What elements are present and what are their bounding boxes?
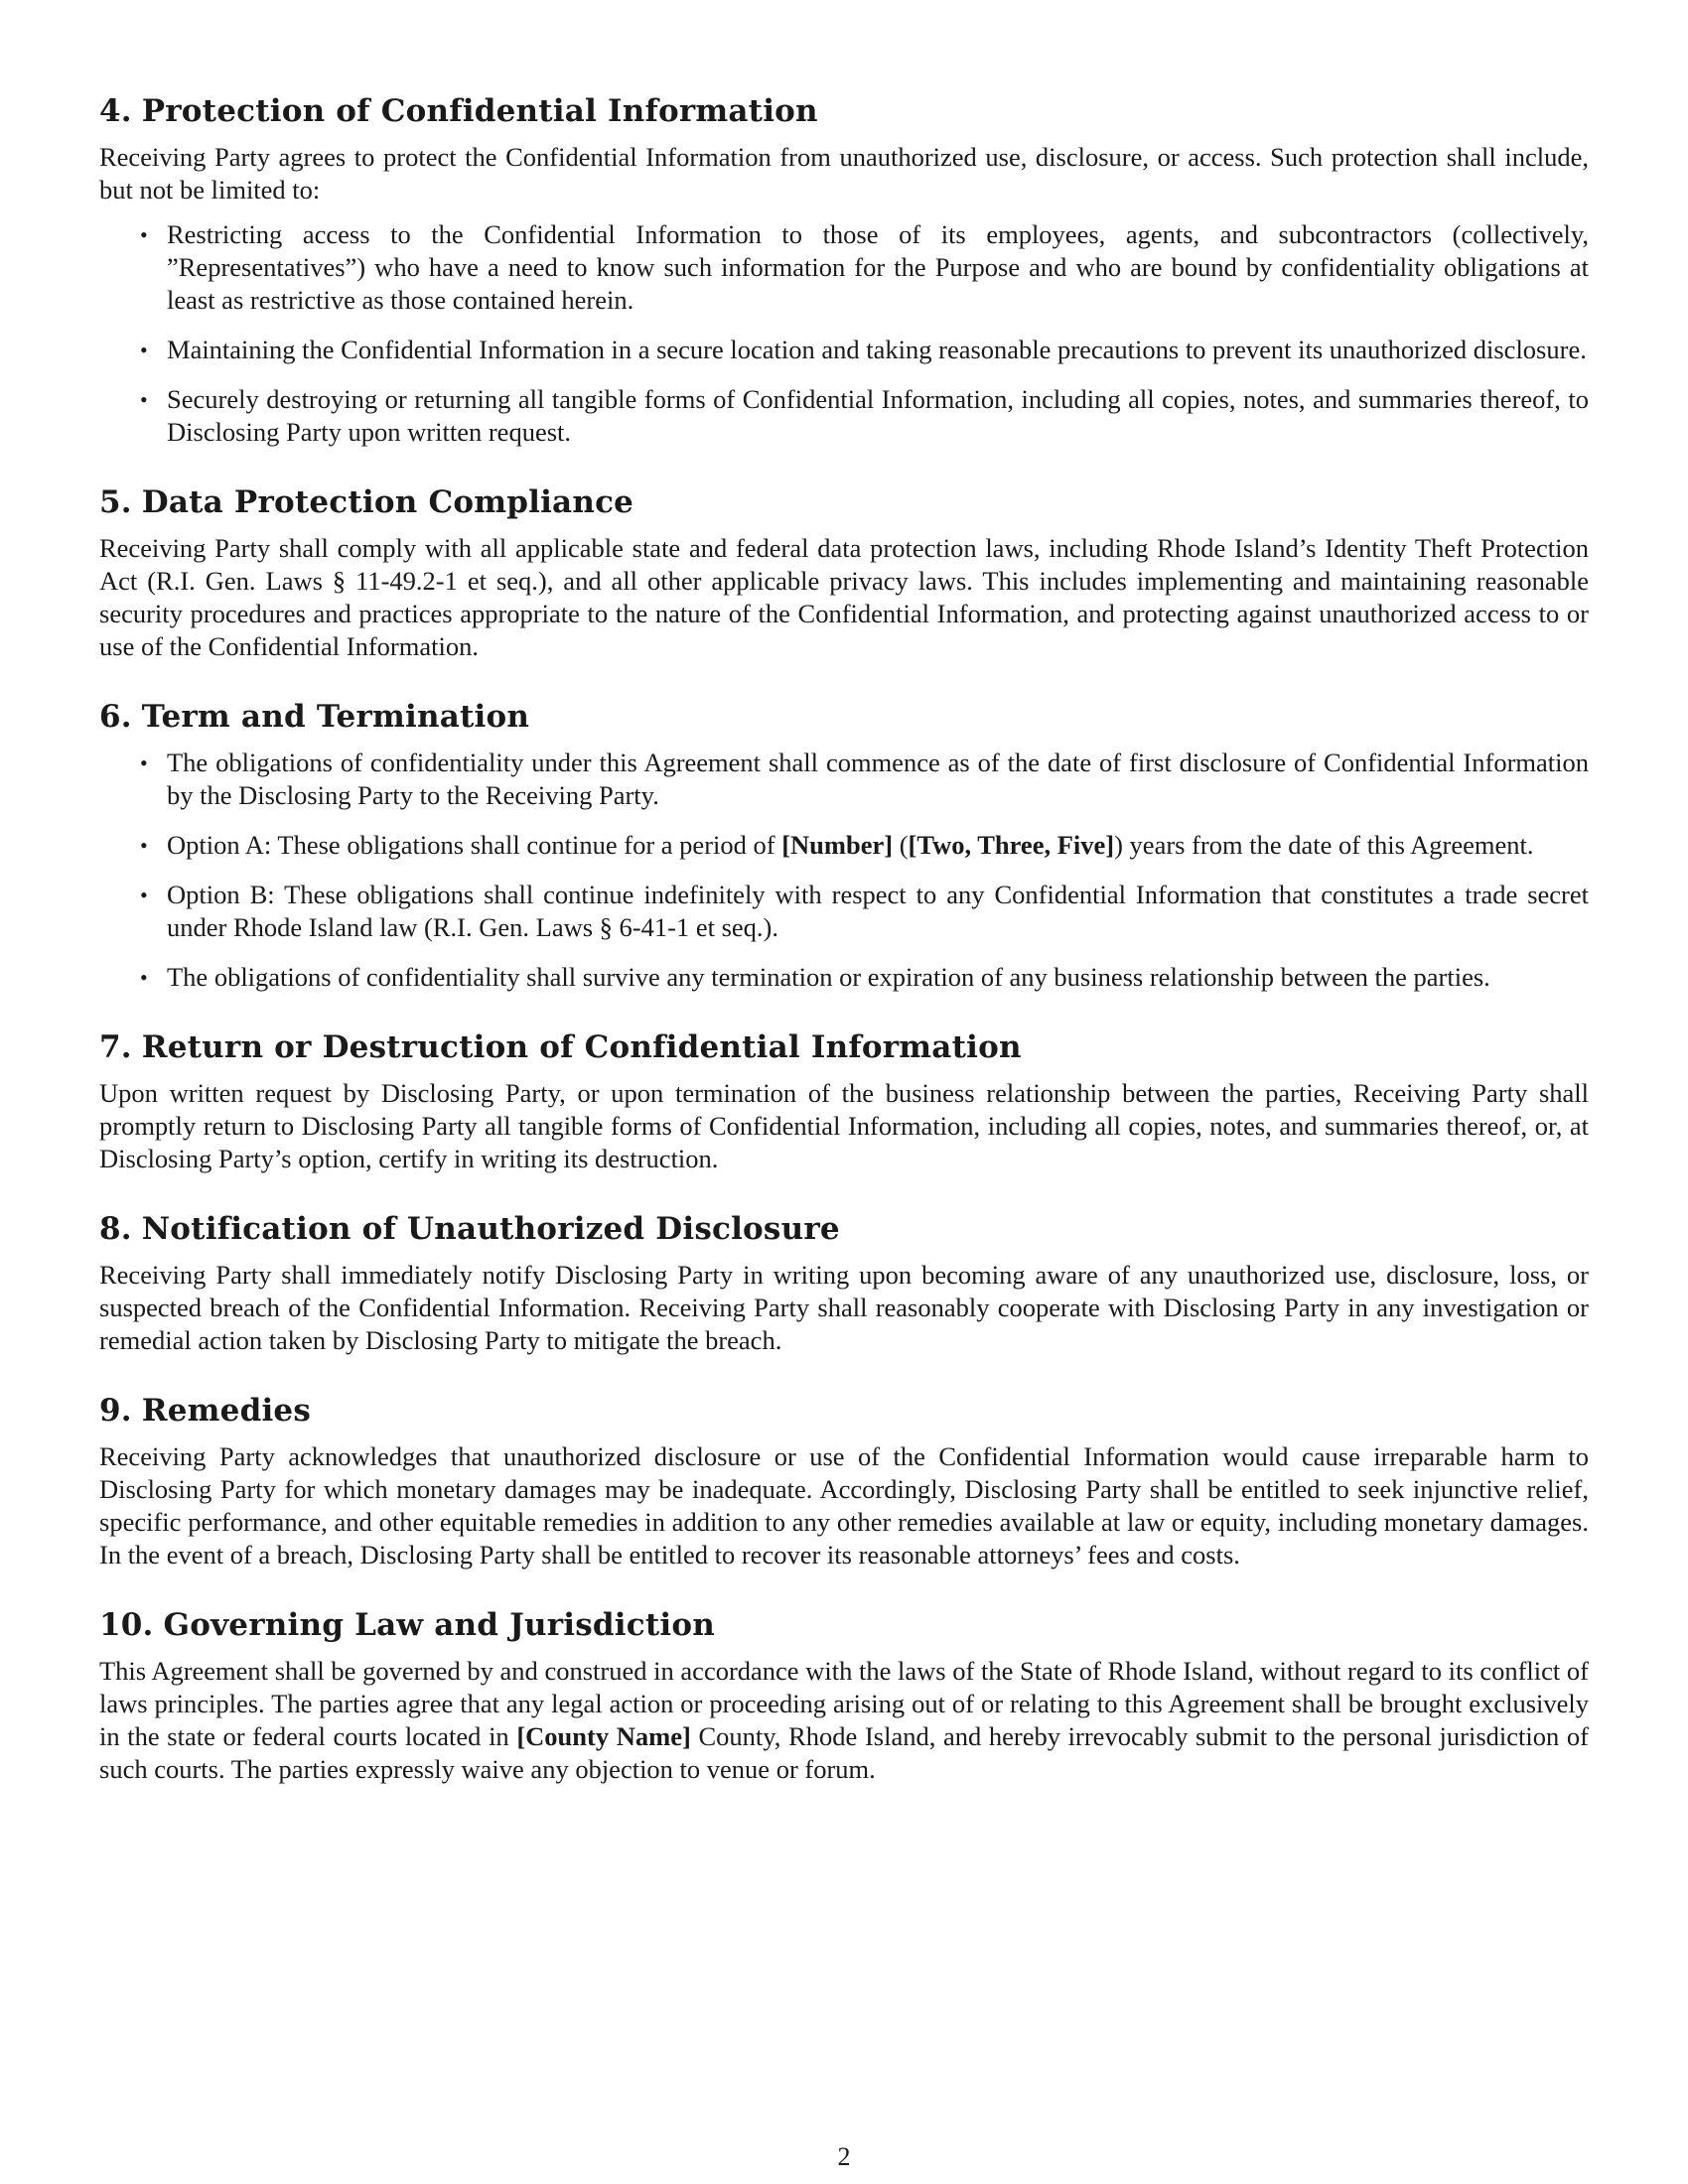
section-4: [99, 91, 1589, 449]
section-title: Governing Law and Jurisdiction: [163, 1607, 715, 1643]
section-body: Receiving Party shall immediately notify Disclosing Party in writing upon becoming aware of any unauthorized use, disclosure, loss, or suspected breach of the Confidential Information. Receiving Party shall reasonably cooperate with Disclosing Party in any investigation or remedial action taken by Disclosing Party to mitigate the breach.: [99, 1260, 1589, 1355]
section-title: Data Protection Compliance: [141, 484, 634, 520]
section-title: Term and Termination: [141, 699, 530, 735]
list-item: [99, 334, 1589, 366]
section-heading: [99, 91, 1589, 131]
list-item-text: The obligations of confidentiality shall survive any termination or expiration of any business relationship between the parties.: [167, 962, 1490, 992]
section-9: [99, 1391, 1589, 1571]
section-heading: [99, 1027, 1589, 1067]
list-item-text-suffix: ) years from the date of this Agreement.: [1114, 830, 1534, 860]
section-number: 8.: [99, 1211, 132, 1247]
section-5: [99, 482, 1589, 663]
section-intro: Receiving Party agrees to protect the Confidential Information from unauthorized use, disclosure, or access. Such protection shall include, but not be limited to:: [99, 142, 1589, 205]
list-item: [99, 218, 1589, 317]
section-6: [99, 697, 1589, 994]
list-item: [99, 829, 1589, 862]
section-heading: [99, 482, 1589, 522]
section-number: 7.: [99, 1029, 132, 1065]
section-heading: [99, 697, 1589, 737]
section-number: 4.: [99, 93, 132, 129]
list-item-text: The obligations of confidentiality under this Agreement shall commence as of the date of first disclosure of Confidential Information by the Disclosing Party to the Receiving Party.: [167, 748, 1589, 810]
list-item-text-middle: (: [893, 830, 909, 860]
bullet-icon: •: [140, 883, 148, 907]
section-body-prefix: This Agreement shall be governed by and construed in accordance with the laws of the State of Rhode Island, without regard to its conflict of laws principles. The parties agree that any legal action or proceeding arising out of or relating to this Agreement shall be brought exclusively in the state or federal courts located in: [99, 1656, 1589, 1751]
list-item: [99, 747, 1589, 812]
list-item-text: Restricting access to the Confidential Information to those of its employees, agents, and subcontractors (collectively, ”Representatives”) who have a need to know such information for the Purpose and who are bound by confidentiality obligations at least as restrictive as those contained herein.: [167, 219, 1589, 315]
section-body: Receiving Party acknowledges that unauthorized disclosure or use of the Confidential Information would cause irreparable harm to Disclosing Party for which monetary damages may be inadequate. Accordingly, Disclosing Party shall be entitled to seek injunctive relief, specific performance, and other equitable remedies in addition to any other remedies available at law or equity, including monetary damages. In the event of a breach, Disclosing Party shall be entitled to recover its reasonable attorneys’ fees and costs.: [99, 1441, 1589, 1570]
bullet-icon: •: [140, 338, 148, 362]
section-number: 5.: [99, 484, 132, 520]
section-title: Return or Destruction of Confidential Information: [141, 1029, 1022, 1065]
section-number: 6.: [99, 699, 132, 735]
section-body: Upon written request by Disclosing Party, or upon termination of the business relationship between the parties, Receiving Party shall promptly return to Disclosing Party all tangible forms of Confidential Information, including all copies, notes, and summaries thereof, or, at Disclosing Party’s option, certify in writing its destruction.: [99, 1078, 1589, 1173]
section-body: Receiving Party shall comply with all applicable state and federal data protection laws, including Rhode Island’s Identity Theft Protection Act (R.I. Gen. Laws § 11-49.2-1 et seq.), and all other applicable privacy laws. This includes implementing and maintaining reasonable security procedures and practices appropriate to the nature of the Confidential Information, and protecting against unauthorized access to or use of the Confidential Information.: [99, 533, 1589, 661]
section-body: [99, 1655, 1589, 1786]
bullet-list: [99, 747, 1589, 994]
section-title: Protection of Confidential Information: [141, 93, 818, 129]
bullet-icon: •: [140, 751, 148, 775]
bullet-icon: •: [140, 387, 148, 412]
placeholder-county-name: [County Name]: [516, 1721, 691, 1751]
section-8: [99, 1209, 1589, 1357]
list-item-text: Maintaining the Confidential Information in a secure location and taking reasonable precautions to prevent its unauthorized disclosure.: [167, 335, 1587, 364]
section-heading: [99, 1391, 1589, 1431]
section-title: Remedies: [141, 1393, 312, 1429]
list-item-text-prefix: Option A: These obligations shall continue for a period of: [167, 830, 782, 860]
bullet-icon: •: [140, 833, 148, 858]
section-heading: [99, 1605, 1589, 1645]
document-page: [99, 91, 1589, 1820]
placeholder-number: [Number]: [781, 830, 894, 860]
list-item: [99, 383, 1589, 449]
bullet-icon: •: [140, 222, 148, 247]
bullet-icon: •: [140, 965, 148, 990]
section-heading: [99, 1209, 1589, 1249]
bullet-list: [99, 218, 1589, 449]
section-number: 10.: [99, 1607, 154, 1643]
section-7: [99, 1027, 1589, 1175]
list-item: [99, 961, 1589, 994]
placeholder-term-options: [Two, Three, Five]: [908, 830, 1115, 860]
section-number: 9.: [99, 1393, 132, 1429]
page-number: 2: [837, 2142, 851, 2171]
list-item: [99, 879, 1589, 944]
list-item-text: Securely destroying or returning all tangible forms of Confidential Information, including all copies, notes, and summaries thereof, to Disclosing Party upon written request.: [167, 384, 1589, 447]
section-title: Notification of Unauthorized Disclosure: [141, 1211, 840, 1247]
section-10: [99, 1605, 1589, 1786]
section-body-suffix: County, Rhode Island, and hereby irrevocably submit to the personal jurisdiction of such courts. The parties expressly waive any objection to venue or forum.: [99, 1721, 1589, 1784]
list-item-text: Option B: These obligations shall continue indefinitely with respect to any Confidential Information that constitutes a trade secret under Rhode Island law (R.I. Gen. Laws § 6-41-1 et seq.).: [167, 880, 1589, 942]
